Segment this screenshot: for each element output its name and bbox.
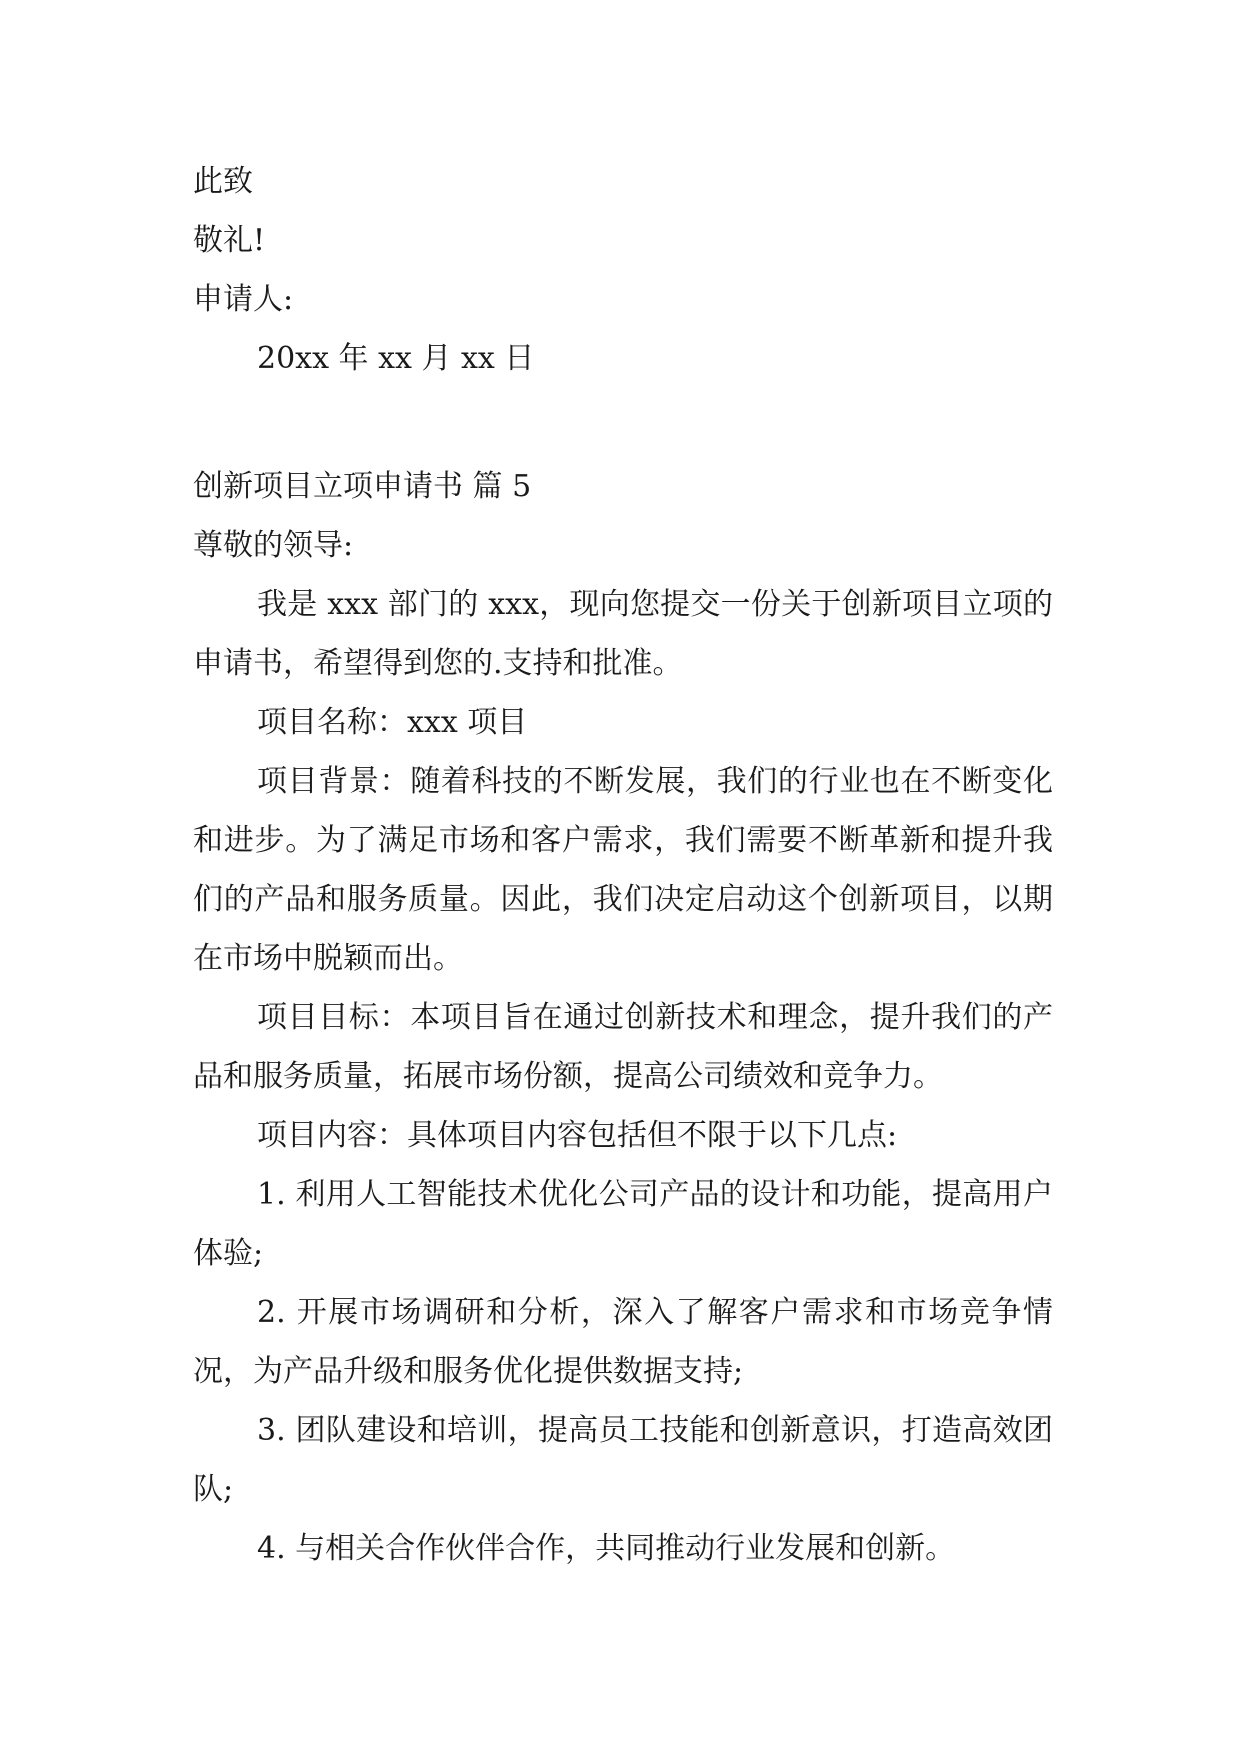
closing-line-1: 此致 — [193, 164, 253, 199]
section-spacer — [193, 388, 1053, 447]
section-gap — [193, 447, 1053, 457]
section-title: 创新项目立项申请书 篇 5 — [193, 469, 532, 504]
paragraph-project-name: 项目名称：xxx 项目 — [257, 705, 528, 740]
list-item-4: 4. 与相关合作伙伴合作，共同推动行业发展和创新。 — [257, 1531, 956, 1566]
applicant-label: 申请人: — [193, 282, 294, 317]
paragraph-goal: 项目目标：本项目旨在通过创新技术和理念，提升我们的产品和服务质量，拓展市场份额，提高公司绩效和竞争力。 — [193, 1000, 1053, 1094]
list-item-1: 1. 利用人工智能技术优化公司产品的设计和功能，提高用户体验; — [193, 1177, 1053, 1271]
list-item-3: 3. 团队建设和培训，提高员工技能和创新意识，打造高效团队; — [193, 1413, 1053, 1507]
application-date: 20xx 年 xx 月 xx 日 — [257, 341, 535, 376]
paragraph-content: 项目内容：具体项目内容包括但不限于以下几点: — [257, 1118, 898, 1153]
list-item-2: 2. 开展市场调研和分析，深入了解客户需求和市场竞争情况，为产品升级和服务优化提供数据支持; — [193, 1295, 1053, 1389]
paragraph-background: 项目背景：随着科技的不断发展，我们的行业也在不断变化和进步。为了满足市场和客户需求，我们需要不断革新和提升我们的产品和服务质量。因此，我们决定启动这个创新项目，以期在市场中脱颖而出。 — [193, 764, 1053, 976]
paragraph-intro: 我是 xxx 部门的 xxx，现向您提交一份关于创新项目立项的申请书，希望得到您的.支持和批准。 — [193, 587, 1053, 681]
salutation: 尊敬的领导: — [193, 528, 354, 563]
document-body — [193, 152, 1053, 1578]
closing-line-2: 敬礼! — [193, 223, 266, 258]
